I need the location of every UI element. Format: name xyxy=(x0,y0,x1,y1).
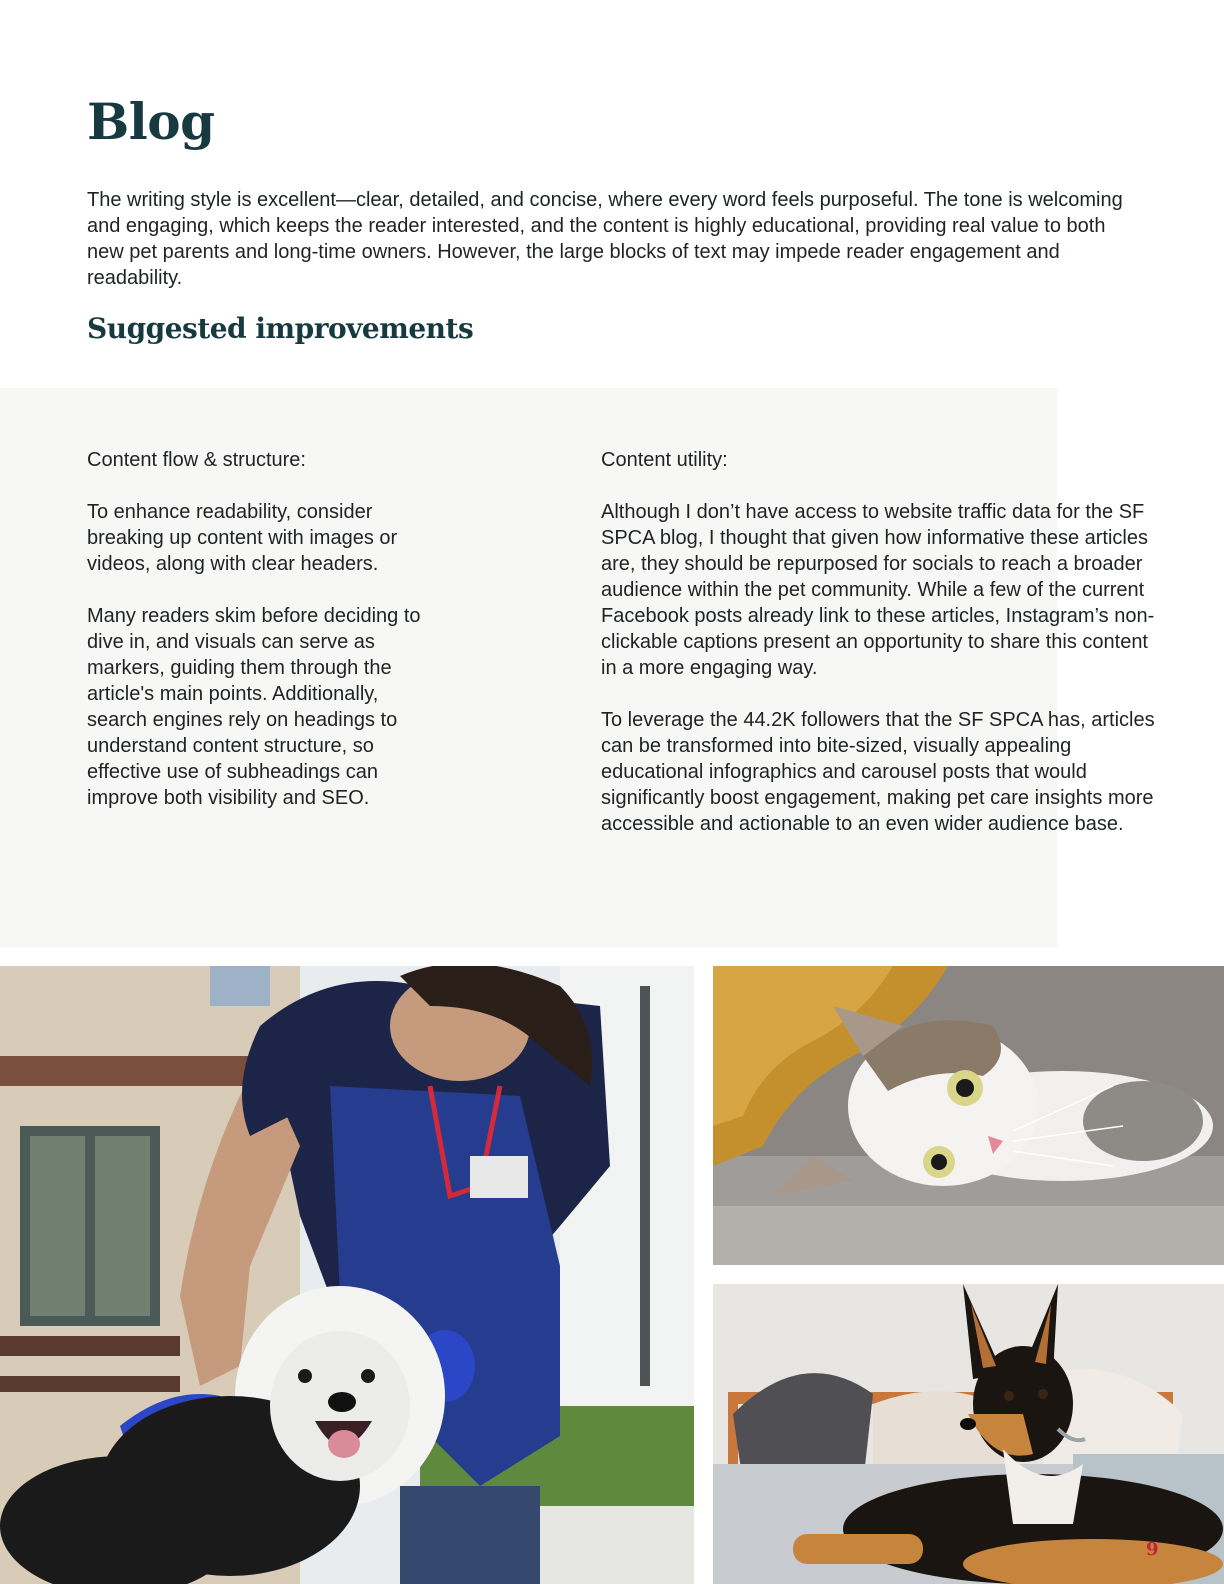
content-utility-paragraph-2: To leverage the 44.2K followers that the SF SPCA has, articles can be transformed into bite-sized, visually appealing educational infographics and carousel posts that would significantly boost engagement, making pet care insights more accessible and actionable to an even wider audience base. xyxy=(601,709,1155,835)
suggested-improvements-heading: Suggested improvements xyxy=(87,312,474,345)
content-utility-heading: Content utility: xyxy=(601,449,728,471)
content-flow-paragraph-2: Many readers skim before deciding to dive in, and visuals can serve as markers, guiding them through the article's main points. Additionally, search engines rely on headings to understand content structure, so effective use of subheadings can improve both visibility and SEO. xyxy=(87,605,421,809)
content-utility-column xyxy=(601,447,1161,863)
page-number: 9 xyxy=(1146,1539,1159,1560)
page-title: Blog xyxy=(87,92,215,151)
content-flow-heading: Content flow & structure: xyxy=(87,449,306,471)
content-flow-column xyxy=(87,447,442,837)
kitten-photo xyxy=(713,966,1224,1265)
content-utility-paragraph-1: Although I don’t have access to website traffic data for the SF SPCA blog, I thought that given how informative these articles are, they should be repurposed for socials to reach a broader audience within the pet community. While a few of the current Facebook posts already link to these articles, Instagram’s non-clickable captions present an opportunity to share this content in a more engaging way. xyxy=(601,501,1155,679)
volunteer-with-dog-photo xyxy=(0,966,694,1584)
content-flow-paragraph-1: To enhance readability, consider breaking up content with images or videos, along with clear headers. xyxy=(87,501,398,575)
intro-paragraph: The writing style is excellent—clear, detailed, and concise, where every word feels purposeful. The tone is welcoming and engaging, which keeps the reader interested, and the content is highly educational, providing real value to both new pet parents and long-time owners. However, the large blocks of text may impede reader engagement and readability. xyxy=(87,189,1123,289)
